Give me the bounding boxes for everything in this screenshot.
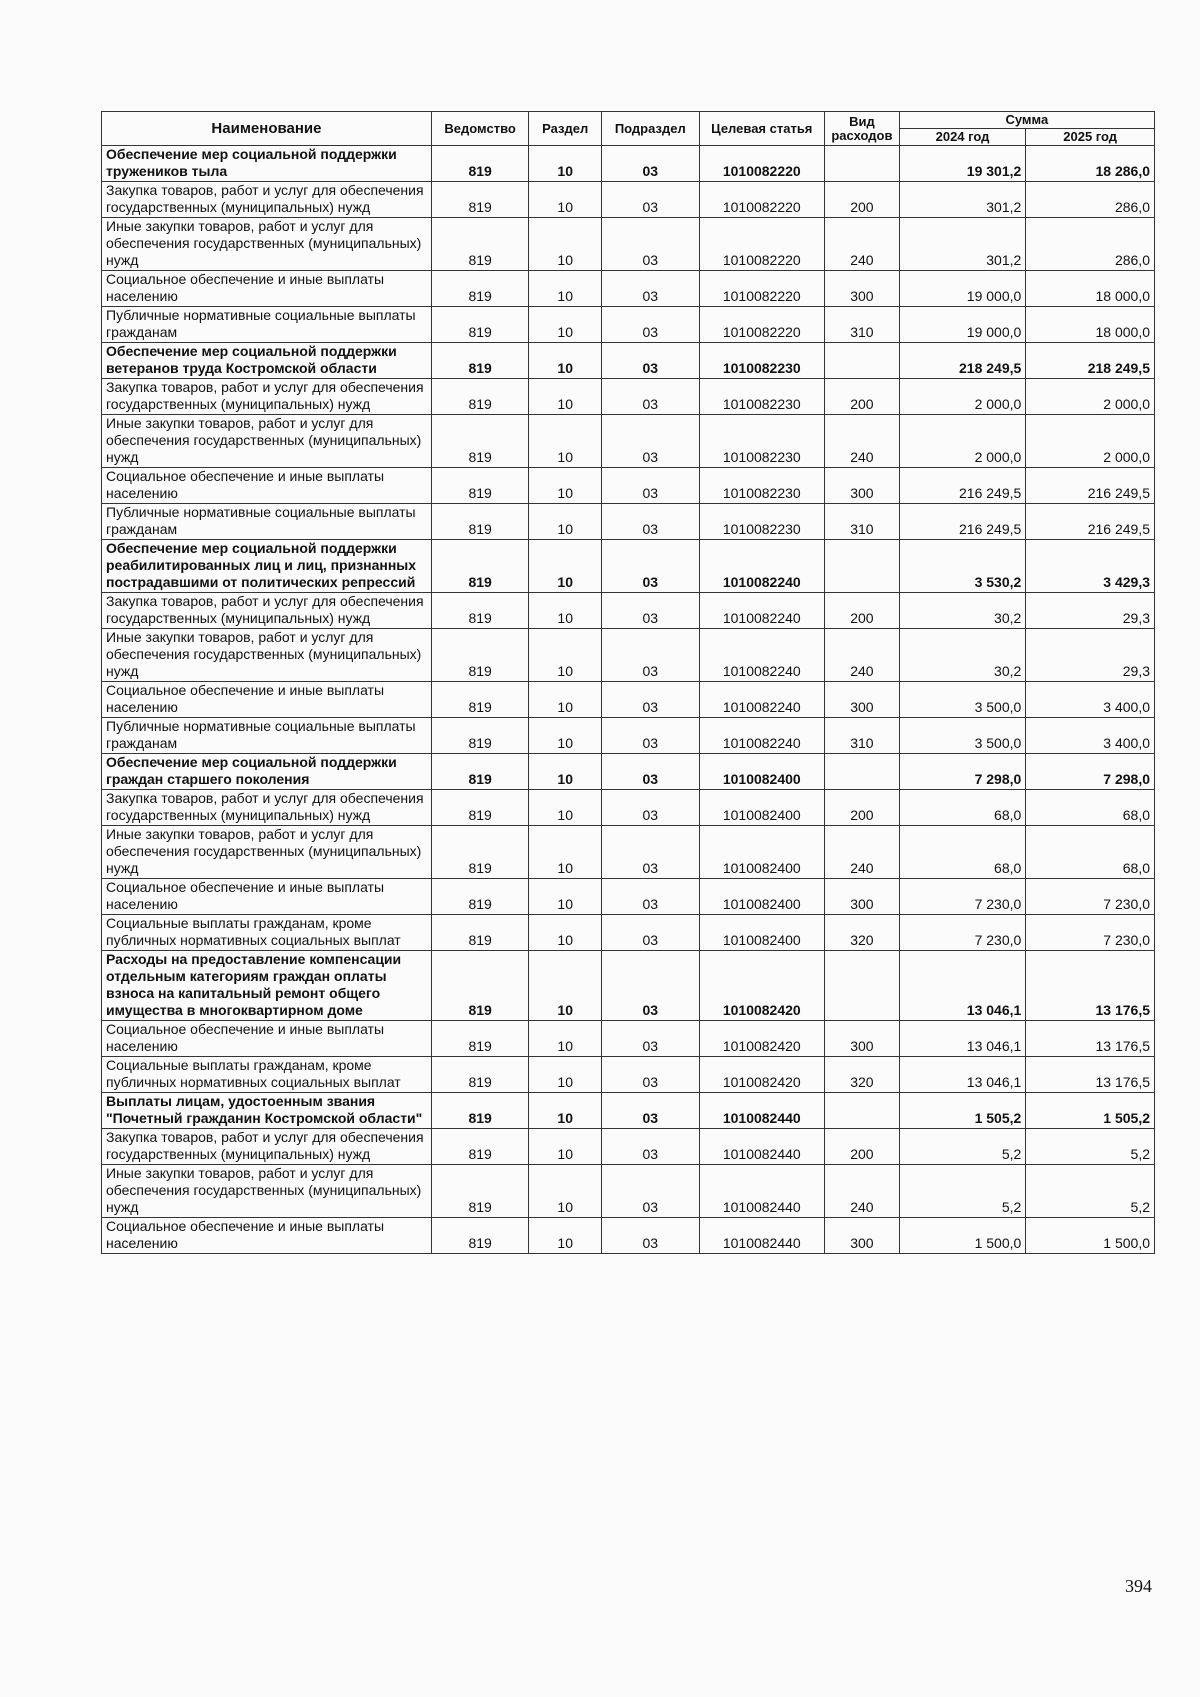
cell-tselevaya-statya: 1010082230 <box>699 379 825 415</box>
table-row <box>102 218 1155 271</box>
cell-vedomstvo: 819 <box>431 540 529 593</box>
cell-sum-2024: 13 046,1 <box>899 1021 1026 1057</box>
cell-vedomstvo: 819 <box>431 951 529 1021</box>
header-name: Наименование <box>102 112 432 146</box>
cell-sum-2024: 19 301,2 <box>899 146 1026 182</box>
cell-razdel: 10 <box>529 1093 602 1129</box>
table-row <box>102 1218 1155 1254</box>
cell-tselevaya-statya: 1010082230 <box>699 415 825 468</box>
cell-name: Социальное обеспечение и иные выплаты населению <box>102 271 432 307</box>
cell-tselevaya-statya: 1010082440 <box>699 1218 825 1254</box>
table-row <box>102 790 1155 826</box>
cell-tselevaya-statya: 1010082220 <box>699 271 825 307</box>
cell-podrazdel: 03 <box>602 468 700 504</box>
cell-sum-2024: 301,2 <box>899 218 1026 271</box>
cell-vid-raskhodov <box>825 146 900 182</box>
cell-sum-2025: 216 249,5 <box>1026 468 1155 504</box>
table-header <box>102 112 1155 146</box>
cell-vid-raskhodov: 300 <box>825 468 900 504</box>
header-vid-raskhodov: Вид расходов <box>825 112 900 146</box>
table-body <box>102 146 1155 1254</box>
header-year-2025: 2025 год <box>1026 129 1155 146</box>
cell-name: Обеспечение мер социальной поддержки ветеранов труда Костромской области <box>102 343 432 379</box>
cell-vid-raskhodov: 310 <box>825 504 900 540</box>
cell-podrazdel: 03 <box>602 182 700 218</box>
cell-razdel: 10 <box>529 1129 602 1165</box>
cell-vedomstvo: 819 <box>431 468 529 504</box>
cell-tselevaya-statya: 1010082220 <box>699 182 825 218</box>
cell-razdel: 10 <box>529 504 602 540</box>
cell-sum-2025: 7 230,0 <box>1026 879 1155 915</box>
cell-vid-raskhodov <box>825 343 900 379</box>
table-row <box>102 718 1155 754</box>
cell-name: Закупка товаров, работ и услуг для обеспечения государственных (муниципальных) нужд <box>102 790 432 826</box>
cell-razdel: 10 <box>529 682 602 718</box>
cell-razdel: 10 <box>529 915 602 951</box>
budget-table <box>101 111 1155 1254</box>
cell-tselevaya-statya: 1010082400 <box>699 915 825 951</box>
cell-vid-raskhodov: 310 <box>825 718 900 754</box>
header-podrazdel: Подраздел <box>602 112 700 146</box>
cell-podrazdel: 03 <box>602 718 700 754</box>
cell-name: Иные закупки товаров, работ и услуг для обеспечения государственных (муниципальных) нужд <box>102 1165 432 1218</box>
cell-razdel: 10 <box>529 826 602 879</box>
cell-podrazdel: 03 <box>602 951 700 1021</box>
cell-vedomstvo: 819 <box>431 415 529 468</box>
cell-sum-2024: 19 000,0 <box>899 271 1026 307</box>
cell-name: Публичные нормативные социальные выплаты гражданам <box>102 504 432 540</box>
cell-vid-raskhodov: 300 <box>825 271 900 307</box>
cell-name: Иные закупки товаров, работ и услуг для обеспечения государственных (муниципальных) нужд <box>102 826 432 879</box>
cell-name: Социальное обеспечение и иные выплаты населению <box>102 468 432 504</box>
cell-sum-2024: 30,2 <box>899 629 1026 682</box>
cell-razdel: 10 <box>529 790 602 826</box>
cell-podrazdel: 03 <box>602 146 700 182</box>
cell-name: Закупка товаров, работ и услуг для обеспечения государственных (муниципальных) нужд <box>102 379 432 415</box>
cell-vid-raskhodov: 240 <box>825 1165 900 1218</box>
cell-sum-2024: 68,0 <box>899 790 1026 826</box>
cell-sum-2024: 7 230,0 <box>899 915 1026 951</box>
cell-tselevaya-statya: 1010082230 <box>699 468 825 504</box>
cell-sum-2024: 301,2 <box>899 182 1026 218</box>
cell-sum-2025: 5,2 <box>1026 1165 1155 1218</box>
cell-vedomstvo: 819 <box>431 271 529 307</box>
cell-vedomstvo: 819 <box>431 1129 529 1165</box>
cell-sum-2025: 13 176,5 <box>1026 1057 1155 1093</box>
table-row <box>102 826 1155 879</box>
cell-razdel: 10 <box>529 879 602 915</box>
header-razdel: Раздел <box>529 112 602 146</box>
cell-tselevaya-statya: 1010082440 <box>699 1129 825 1165</box>
cell-vid-raskhodov: 200 <box>825 593 900 629</box>
cell-sum-2024: 7 298,0 <box>899 754 1026 790</box>
cell-name: Закупка товаров, работ и услуг для обеспечения государственных (муниципальных) нужд <box>102 1129 432 1165</box>
cell-name: Социальное обеспечение и иные выплаты населению <box>102 879 432 915</box>
table-row <box>102 271 1155 307</box>
cell-sum-2024: 218 249,5 <box>899 343 1026 379</box>
cell-vid-raskhodov: 300 <box>825 879 900 915</box>
cell-sum-2024: 2 000,0 <box>899 415 1026 468</box>
header-summa: Сумма <box>899 112 1154 129</box>
cell-vid-raskhodov: 240 <box>825 826 900 879</box>
cell-vedomstvo: 819 <box>431 718 529 754</box>
cell-name: Закупка товаров, работ и услуг для обеспечения государственных (муниципальных) нужд <box>102 593 432 629</box>
cell-name: Иные закупки товаров, работ и услуг для обеспечения государственных (муниципальных) нужд <box>102 415 432 468</box>
cell-razdel: 10 <box>529 1021 602 1057</box>
cell-sum-2024: 3 500,0 <box>899 718 1026 754</box>
cell-vid-raskhodov: 300 <box>825 1021 900 1057</box>
cell-sum-2025: 18 000,0 <box>1026 271 1155 307</box>
cell-tselevaya-statya: 1010082220 <box>699 307 825 343</box>
cell-tselevaya-statya: 1010082230 <box>699 504 825 540</box>
cell-name: Публичные нормативные социальные выплаты гражданам <box>102 307 432 343</box>
cell-razdel: 10 <box>529 379 602 415</box>
cell-podrazdel: 03 <box>602 682 700 718</box>
cell-podrazdel: 03 <box>602 1129 700 1165</box>
table-row <box>102 343 1155 379</box>
table-row <box>102 629 1155 682</box>
cell-name: Публичные нормативные социальные выплаты гражданам <box>102 718 432 754</box>
cell-sum-2024: 216 249,5 <box>899 468 1026 504</box>
cell-vid-raskhodov <box>825 951 900 1021</box>
cell-podrazdel: 03 <box>602 754 700 790</box>
cell-vedomstvo: 819 <box>431 1057 529 1093</box>
cell-podrazdel: 03 <box>602 915 700 951</box>
cell-podrazdel: 03 <box>602 271 700 307</box>
cell-name: Социальное обеспечение и иные выплаты населению <box>102 1218 432 1254</box>
cell-name: Социальные выплаты гражданам, кроме публичных нормативных социальных выплат <box>102 1057 432 1093</box>
cell-tselevaya-statya: 1010082220 <box>699 218 825 271</box>
cell-sum-2025: 216 249,5 <box>1026 504 1155 540</box>
cell-vedomstvo: 819 <box>431 218 529 271</box>
cell-tselevaya-statya: 1010082420 <box>699 1021 825 1057</box>
cell-sum-2025: 29,3 <box>1026 593 1155 629</box>
cell-vid-raskhodov: 200 <box>825 1129 900 1165</box>
cell-vid-raskhodov: 200 <box>825 379 900 415</box>
cell-sum-2025: 286,0 <box>1026 182 1155 218</box>
cell-tselevaya-statya: 1010082400 <box>699 790 825 826</box>
cell-name: Социальное обеспечение и иные выплаты населению <box>102 682 432 718</box>
cell-vedomstvo: 819 <box>431 1165 529 1218</box>
cell-razdel: 10 <box>529 343 602 379</box>
cell-vedomstvo: 819 <box>431 593 529 629</box>
cell-tselevaya-statya: 1010082420 <box>699 1057 825 1093</box>
table-row <box>102 915 1155 951</box>
cell-sum-2025: 218 249,5 <box>1026 343 1155 379</box>
cell-vedomstvo: 819 <box>431 1093 529 1129</box>
cell-vedomstvo: 819 <box>431 915 529 951</box>
cell-podrazdel: 03 <box>602 504 700 540</box>
table-row <box>102 682 1155 718</box>
cell-tselevaya-statya: 1010082220 <box>699 146 825 182</box>
cell-vedomstvo: 819 <box>431 826 529 879</box>
table-row <box>102 593 1155 629</box>
table-row <box>102 1057 1155 1093</box>
cell-razdel: 10 <box>529 218 602 271</box>
cell-sum-2024: 68,0 <box>899 826 1026 879</box>
cell-vedomstvo: 819 <box>431 682 529 718</box>
cell-razdel: 10 <box>529 718 602 754</box>
cell-sum-2024: 1 500,0 <box>899 1218 1026 1254</box>
cell-name: Социальные выплаты гражданам, кроме публичных нормативных социальных выплат <box>102 915 432 951</box>
cell-sum-2025: 5,2 <box>1026 1129 1155 1165</box>
cell-name: Выплаты лицам, удостоенным звания "Почетный гражданин Костромской области" <box>102 1093 432 1129</box>
table-row <box>102 1129 1155 1165</box>
table-row <box>102 379 1155 415</box>
cell-name: Обеспечение мер социальной поддержки реабилитированных лиц и лиц, признанных пострадавшими от политических репрессий <box>102 540 432 593</box>
cell-vid-raskhodov <box>825 540 900 593</box>
cell-vedomstvo: 819 <box>431 343 529 379</box>
table-row <box>102 754 1155 790</box>
cell-vid-raskhodov: 300 <box>825 682 900 718</box>
cell-vid-raskhodov: 240 <box>825 415 900 468</box>
cell-tselevaya-statya: 1010082440 <box>699 1093 825 1129</box>
cell-sum-2025: 1 505,2 <box>1026 1093 1155 1129</box>
cell-vid-raskhodov: 240 <box>825 218 900 271</box>
cell-podrazdel: 03 <box>602 1165 700 1218</box>
cell-razdel: 10 <box>529 1057 602 1093</box>
header-vedomstvo: Ведомство <box>431 112 529 146</box>
cell-razdel: 10 <box>529 271 602 307</box>
cell-vedomstvo: 819 <box>431 790 529 826</box>
cell-podrazdel: 03 <box>602 1218 700 1254</box>
table-row <box>102 1021 1155 1057</box>
cell-name: Расходы на предоставление компенсации отдельным категориям граждан оплаты взноса на капитальный ремонт общего имущества в многоквартирном доме <box>102 951 432 1021</box>
cell-tselevaya-statya: 1010082240 <box>699 629 825 682</box>
cell-tselevaya-statya: 1010082440 <box>699 1165 825 1218</box>
header-tselevaya-statya: Целевая статья <box>699 112 825 146</box>
table-row <box>102 182 1155 218</box>
cell-vid-raskhodov: 310 <box>825 307 900 343</box>
cell-sum-2024: 3 530,2 <box>899 540 1026 593</box>
cell-podrazdel: 03 <box>602 415 700 468</box>
cell-vid-raskhodov: 200 <box>825 790 900 826</box>
cell-vid-raskhodov <box>825 754 900 790</box>
cell-podrazdel: 03 <box>602 790 700 826</box>
cell-podrazdel: 03 <box>602 1093 700 1129</box>
cell-sum-2024: 2 000,0 <box>899 379 1026 415</box>
cell-sum-2024: 3 500,0 <box>899 682 1026 718</box>
cell-tselevaya-statya: 1010082420 <box>699 951 825 1021</box>
cell-sum-2025: 18 000,0 <box>1026 307 1155 343</box>
cell-sum-2024: 13 046,1 <box>899 951 1026 1021</box>
cell-vedomstvo: 819 <box>431 879 529 915</box>
cell-name: Обеспечение мер социальной поддержки тружеников тыла <box>102 146 432 182</box>
cell-vid-raskhodov: 320 <box>825 915 900 951</box>
table-row <box>102 540 1155 593</box>
cell-vedomstvo: 819 <box>431 146 529 182</box>
cell-podrazdel: 03 <box>602 379 700 415</box>
cell-vid-raskhodov: 300 <box>825 1218 900 1254</box>
cell-sum-2025: 3 400,0 <box>1026 718 1155 754</box>
cell-tselevaya-statya: 1010082240 <box>699 540 825 593</box>
cell-sum-2025: 3 429,3 <box>1026 540 1155 593</box>
table-row <box>102 951 1155 1021</box>
cell-sum-2024: 216 249,5 <box>899 504 1026 540</box>
cell-sum-2025: 286,0 <box>1026 218 1155 271</box>
cell-sum-2025: 68,0 <box>1026 790 1155 826</box>
cell-vedomstvo: 819 <box>431 1218 529 1254</box>
table-row <box>102 1165 1155 1218</box>
cell-sum-2025: 18 286,0 <box>1026 146 1155 182</box>
cell-razdel: 10 <box>529 415 602 468</box>
table-row <box>102 146 1155 182</box>
cell-podrazdel: 03 <box>602 826 700 879</box>
cell-razdel: 10 <box>529 307 602 343</box>
table-row <box>102 415 1155 468</box>
cell-tselevaya-statya: 1010082400 <box>699 879 825 915</box>
cell-name: Закупка товаров, работ и услуг для обеспечения государственных (муниципальных) нужд <box>102 182 432 218</box>
table-row <box>102 504 1155 540</box>
cell-tselevaya-statya: 1010082240 <box>699 682 825 718</box>
cell-vedomstvo: 819 <box>431 629 529 682</box>
cell-razdel: 10 <box>529 1165 602 1218</box>
table-row <box>102 1093 1155 1129</box>
cell-razdel: 10 <box>529 146 602 182</box>
cell-vid-raskhodov: 240 <box>825 629 900 682</box>
cell-tselevaya-statya: 1010082230 <box>699 343 825 379</box>
cell-name: Иные закупки товаров, работ и услуг для обеспечения государственных (муниципальных) нужд <box>102 218 432 271</box>
cell-vedomstvo: 819 <box>431 307 529 343</box>
page-number: 394 <box>1125 1576 1152 1596</box>
cell-tselevaya-statya: 1010082240 <box>699 718 825 754</box>
cell-sum-2025: 7 298,0 <box>1026 754 1155 790</box>
table-row <box>102 879 1155 915</box>
cell-razdel: 10 <box>529 629 602 682</box>
cell-sum-2024: 19 000,0 <box>899 307 1026 343</box>
cell-vid-raskhodov: 320 <box>825 1057 900 1093</box>
cell-sum-2024: 7 230,0 <box>899 879 1026 915</box>
cell-sum-2025: 68,0 <box>1026 826 1155 879</box>
cell-podrazdel: 03 <box>602 629 700 682</box>
cell-name: Обеспечение мер социальной поддержки граждан старшего поколения <box>102 754 432 790</box>
cell-tselevaya-statya: 1010082240 <box>699 593 825 629</box>
cell-sum-2024: 5,2 <box>899 1129 1026 1165</box>
cell-vid-raskhodov <box>825 1093 900 1129</box>
cell-podrazdel: 03 <box>602 540 700 593</box>
cell-razdel: 10 <box>529 593 602 629</box>
cell-sum-2025: 2 000,0 <box>1026 379 1155 415</box>
cell-razdel: 10 <box>529 540 602 593</box>
cell-sum-2025: 7 230,0 <box>1026 915 1155 951</box>
cell-podrazdel: 03 <box>602 879 700 915</box>
cell-sum-2025: 2 000,0 <box>1026 415 1155 468</box>
table-row <box>102 307 1155 343</box>
cell-podrazdel: 03 <box>602 343 700 379</box>
cell-vedomstvo: 819 <box>431 379 529 415</box>
cell-sum-2024: 5,2 <box>899 1165 1026 1218</box>
cell-razdel: 10 <box>529 468 602 504</box>
cell-razdel: 10 <box>529 182 602 218</box>
table-row <box>102 468 1155 504</box>
cell-sum-2025: 3 400,0 <box>1026 682 1155 718</box>
cell-razdel: 10 <box>529 754 602 790</box>
cell-sum-2025: 13 176,5 <box>1026 1021 1155 1057</box>
cell-podrazdel: 03 <box>602 593 700 629</box>
cell-razdel: 10 <box>529 1218 602 1254</box>
cell-vedomstvo: 819 <box>431 1021 529 1057</box>
cell-vedomstvo: 819 <box>431 182 529 218</box>
cell-sum-2024: 13 046,1 <box>899 1057 1026 1093</box>
cell-sum-2024: 1 505,2 <box>899 1093 1026 1129</box>
cell-sum-2024: 30,2 <box>899 593 1026 629</box>
cell-tselevaya-statya: 1010082400 <box>699 826 825 879</box>
cell-name: Иные закупки товаров, работ и услуг для обеспечения государственных (муниципальных) нужд <box>102 629 432 682</box>
cell-podrazdel: 03 <box>602 1021 700 1057</box>
cell-vedomstvo: 819 <box>431 754 529 790</box>
cell-razdel: 10 <box>529 951 602 1021</box>
cell-podrazdel: 03 <box>602 218 700 271</box>
cell-sum-2025: 13 176,5 <box>1026 951 1155 1021</box>
header-year-2024: 2024 год <box>899 129 1026 146</box>
cell-vid-raskhodov: 200 <box>825 182 900 218</box>
cell-sum-2025: 1 500,0 <box>1026 1218 1155 1254</box>
cell-podrazdel: 03 <box>602 307 700 343</box>
cell-podrazdel: 03 <box>602 1057 700 1093</box>
cell-tselevaya-statya: 1010082400 <box>699 754 825 790</box>
cell-sum-2025: 29,3 <box>1026 629 1155 682</box>
cell-vedomstvo: 819 <box>431 504 529 540</box>
cell-name: Социальное обеспечение и иные выплаты населению <box>102 1021 432 1057</box>
